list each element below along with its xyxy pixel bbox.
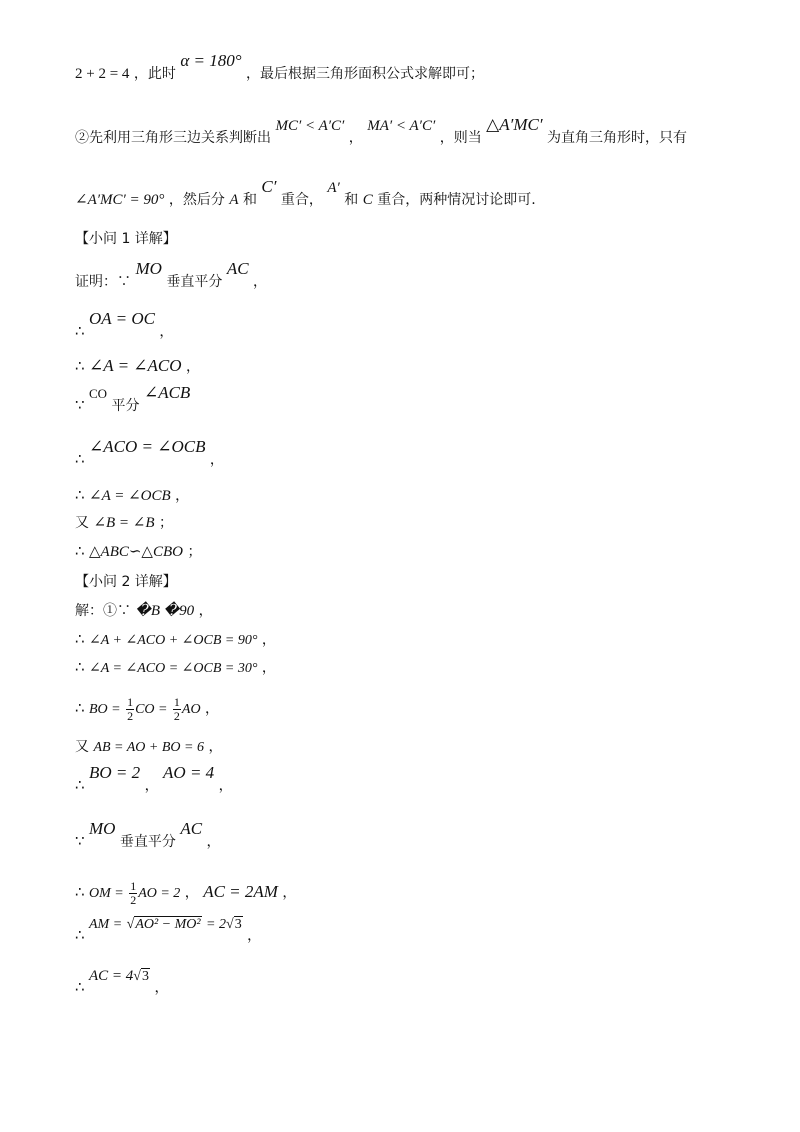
text: ，则当 [439, 130, 482, 146]
solution-line-6 [75, 763, 233, 794]
text: 平分 [111, 398, 140, 414]
text: ， [261, 632, 276, 648]
math-ac-2am: AC = 2AM [203, 882, 278, 902]
math-equation: AB = AO + BO = 6 [93, 740, 204, 755]
therefore-symbol: ∴ [75, 486, 85, 504]
text: 又 [75, 515, 89, 531]
text: ， [144, 778, 159, 794]
text: ， [282, 885, 297, 902]
line-2 [75, 115, 688, 146]
text: 垂直平分 [119, 834, 176, 850]
math-equation: OA = OC [89, 309, 155, 328]
text: ； [187, 544, 202, 560]
text: ， [184, 885, 199, 902]
text: ， [205, 701, 220, 718]
math-part: AO = 2 [138, 886, 181, 902]
proof-line-2 [75, 309, 174, 340]
solution-line-7 [75, 819, 221, 850]
math-part: AC = 4 [89, 968, 134, 984]
therefore-symbol: ∴ [75, 658, 85, 676]
proof-line-4 [75, 383, 191, 414]
text: 解：①∵ [75, 603, 131, 619]
line-1 [75, 51, 484, 82]
math-equation: ∠A = ∠OCB [89, 488, 171, 504]
text: ， [198, 603, 213, 619]
math-a-prime: A′ [327, 180, 340, 196]
numerator: 1 [173, 695, 180, 709]
text: ， [208, 739, 223, 755]
math-sum: 2 + 2 = 4 [75, 66, 130, 82]
text: ， [261, 660, 276, 676]
proof-line-5 [75, 437, 224, 468]
var-c: C [362, 192, 373, 208]
math-part: AO [181, 702, 201, 718]
math-triangle: △A′MC′ [486, 115, 543, 134]
text: 重合， [280, 192, 323, 208]
text: 为直角三角形时，只有 [547, 130, 688, 146]
math-angle-acb: ∠ACB [143, 383, 191, 402]
math-similarity: △ABC∽△CBO [89, 544, 183, 560]
because-symbol: ∵ [75, 832, 85, 850]
because-symbol: ∵ [75, 396, 85, 414]
solution-line-2 [75, 632, 276, 648]
math-equation: ∠B = ∠B [93, 515, 155, 531]
therefore-symbol: ∴ [75, 450, 85, 468]
sqrt-symbol: √3 [226, 917, 242, 932]
radicand: 3 [141, 969, 149, 984]
solution-line-3 [75, 660, 276, 676]
text: ， [175, 488, 190, 504]
therefore-symbol: ∴ [75, 630, 85, 648]
math-inequality-1: MC′ < A′C′ [275, 118, 345, 134]
therefore-symbol: ∴ [75, 322, 85, 340]
text: 和 [242, 192, 257, 208]
math-alpha: α = 180° [180, 51, 242, 70]
denominator: 2 [130, 892, 137, 907]
math-part: CO = [135, 702, 168, 718]
line-3 [75, 177, 536, 208]
math-equation: ∠ACO = ∠OCB [89, 437, 206, 456]
solution-line-4 [75, 696, 219, 722]
text: ， [348, 130, 363, 146]
text: ，然后分 [168, 192, 225, 208]
solution-line-5 [75, 740, 222, 755]
therefore-symbol: ∴ [75, 926, 85, 944]
therefore-symbol: ∴ [75, 883, 85, 902]
text: ， [209, 452, 224, 468]
math-ac: AC [226, 259, 249, 278]
therefore-symbol: ∴ [75, 776, 85, 794]
solution-line-8 [75, 880, 296, 906]
math-inequality-2: MA′ < A′C′ [367, 118, 436, 134]
sqrt-symbol: √3 [133, 969, 149, 984]
therefore-symbol: ∴ [75, 978, 85, 996]
denominator: 2 [173, 708, 180, 723]
text: ， [154, 980, 169, 996]
text: ， [159, 324, 174, 340]
text: ， [206, 834, 221, 850]
math-part: BO = [89, 702, 121, 718]
text: ， [253, 274, 267, 290]
math-equation: ∠A = ∠ACO = ∠OCB = 30° [89, 661, 258, 676]
text: ， [186, 359, 200, 375]
section-heading-2: 【小问 2 详解】 [75, 574, 177, 590]
text: 证明：∵ [75, 274, 131, 290]
math-mo: MO [89, 819, 116, 838]
var-a: A [229, 192, 239, 208]
text: ， [218, 778, 233, 794]
math-right-angle: ∠A′MC′ = 90° [75, 192, 165, 208]
sqrt-symbol: √AO² − MO² [126, 917, 201, 932]
text: ，最后根据三角形面积公式求解即可； [245, 66, 484, 82]
text: ， [247, 928, 262, 944]
math-ac: AC [180, 819, 203, 838]
proof-line-3 [75, 357, 200, 374]
proof-line-6 [75, 488, 189, 504]
math-bo: BO = 2 [89, 763, 141, 782]
fraction-half [173, 696, 181, 722]
therefore-symbol: ∴ [75, 699, 85, 718]
proof-line-8 [75, 544, 201, 560]
proof-line-7 [75, 516, 173, 531]
section-heading-1: 【小问 1 详解】 [75, 231, 177, 247]
text: 重合，两种情况讨论即可. [377, 192, 536, 208]
fraction-half [126, 696, 134, 722]
math-equation: ∠A + ∠ACO + ∠OCB = 90° [89, 633, 258, 648]
math-ao: AO = 4 [163, 763, 215, 782]
math-co: CO [89, 386, 108, 401]
solution-line-1 [75, 604, 213, 619]
math-part: = 2 [206, 917, 226, 932]
therefore-symbol: ∴ [75, 542, 85, 560]
proof-line-1 [75, 259, 267, 290]
numerator: 1 [130, 879, 137, 893]
text: 和 [344, 192, 359, 208]
text: 垂直平分 [166, 274, 223, 290]
fraction-half [129, 880, 137, 906]
numerator: 1 [127, 695, 134, 709]
radicand: AO² − MO² [135, 917, 201, 932]
math-mo: MO [135, 259, 162, 278]
text: ； [159, 515, 173, 531]
solution-line-10 [75, 968, 169, 996]
text: ，此时 [133, 66, 176, 82]
text: ②先利用三角形三边关系判断出 [75, 130, 271, 146]
math-part: AM = [89, 917, 123, 932]
therefore-symbol: ∴ [75, 357, 85, 375]
math-c-prime: C′ [261, 177, 277, 196]
math-equation: ∠A = ∠ACO [89, 356, 182, 375]
radicand: 3 [234, 917, 242, 932]
text: 又 [75, 739, 89, 755]
math-angle-b: �B �90 [135, 603, 195, 619]
denominator: 2 [127, 708, 134, 723]
math-part: OM = [89, 886, 124, 902]
solution-line-9 [75, 917, 262, 944]
